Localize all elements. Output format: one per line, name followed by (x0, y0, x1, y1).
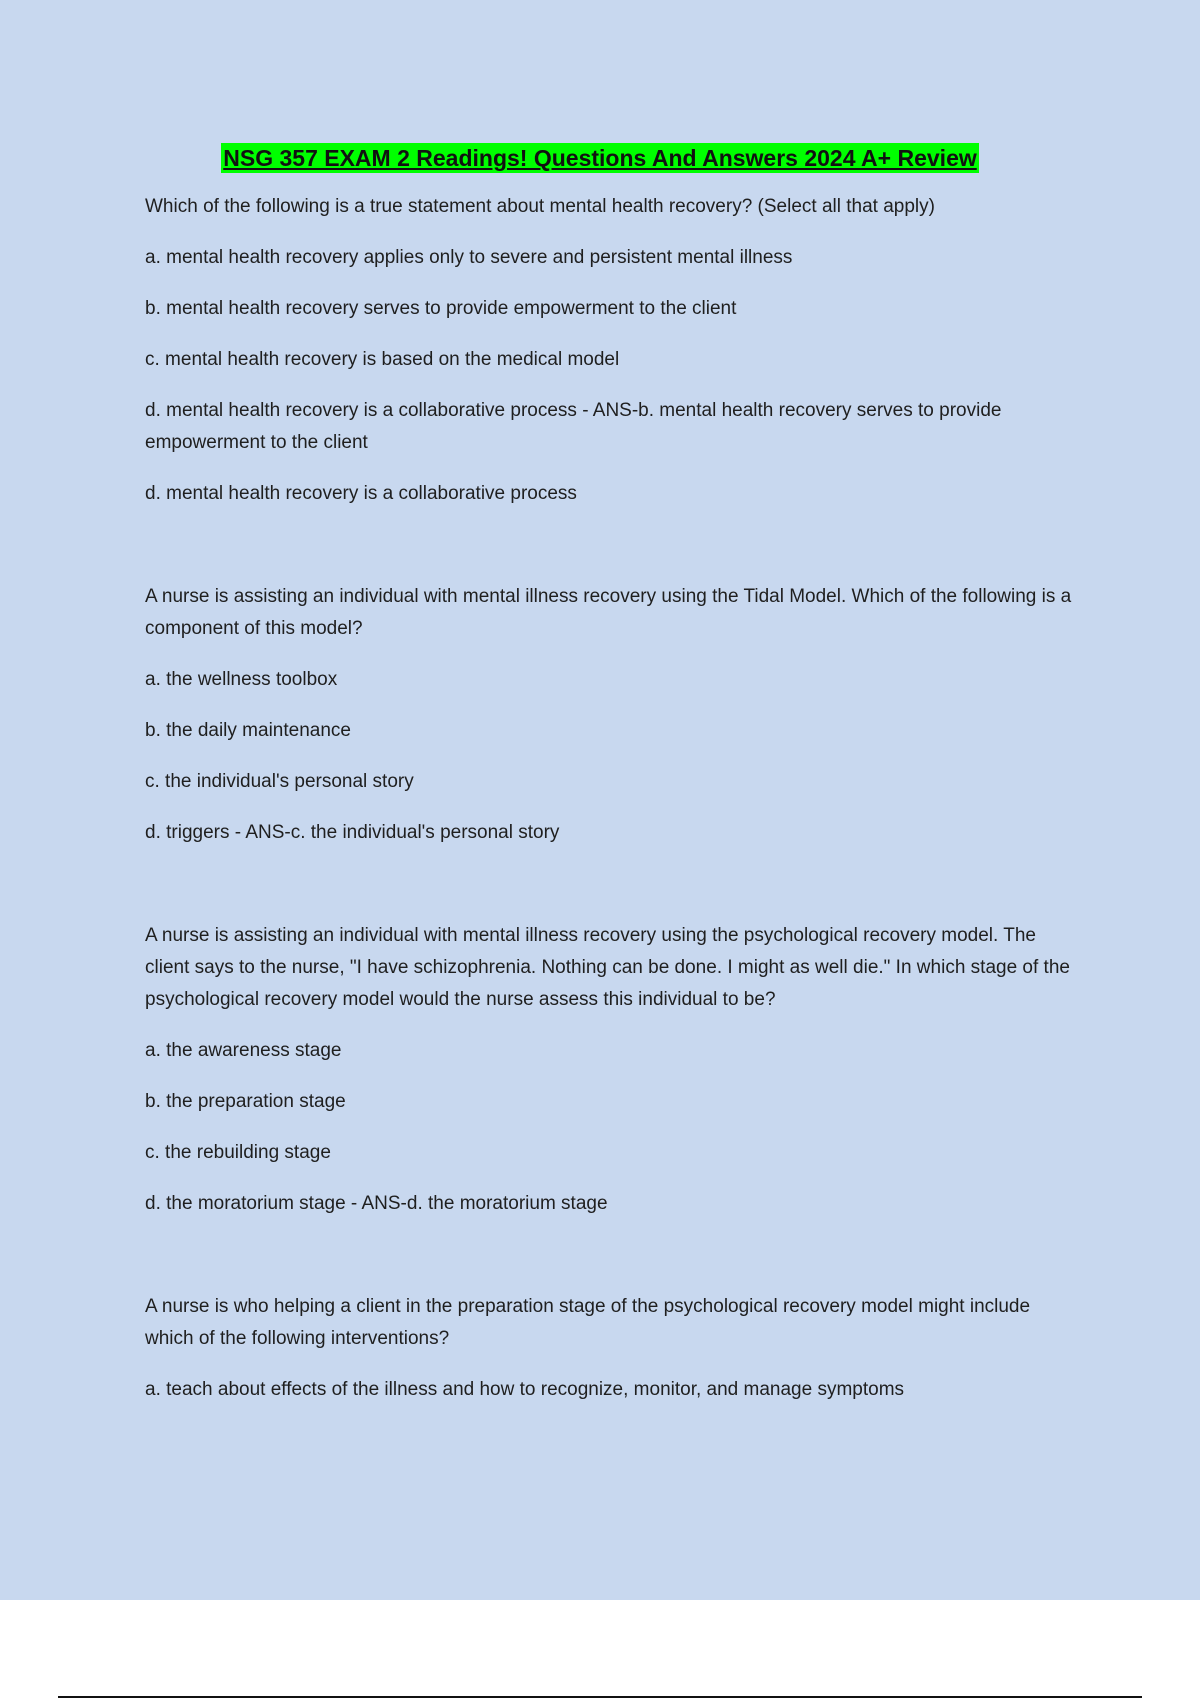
answer-option: c. the rebuilding stage (145, 1142, 331, 1163)
title-row (0, 143, 1200, 177)
answer-option: c. the individual's personal story (145, 771, 414, 792)
answer-option: d. triggers - ANS-c. the individual's personal story (145, 822, 560, 843)
answer-key: d. mental health recovery is a collaborative process (145, 483, 577, 504)
question-block-1 (145, 191, 1075, 510)
answer-option: c. mental health recovery is based on the medical model (145, 349, 620, 370)
answer-option: a. teach about effects of the illness and how to recognize, monitor, and manage symptoms (145, 1379, 905, 1400)
question-text: A nurse is assisting an individual with mental illness recovery using the psychological recovery model. The client says to the nurse, "I have schizophrenia. Nothing can be done. I might as well die." In which stage of the psychological recovery model would the nurse assess this individual to be? (145, 925, 1070, 1010)
answer-option: d. the moratorium stage - ANS-d. the moratorium stage (145, 1193, 608, 1214)
question-text: A nurse is who helping a client in the preparation stage of the psychological recovery model might include which of the following interventions? (145, 1296, 1031, 1349)
question-text: A nurse is assisting an individual with mental illness recovery using the Tidal Model. Which of the following is a component of this model? (145, 586, 1072, 639)
question-text: Which of the following is a true statement about mental health recovery? (Select all that apply) (145, 196, 935, 217)
answer-option: a. the wellness toolbox (145, 669, 338, 690)
answer-option: a. the awareness stage (145, 1040, 342, 1061)
question-block-4 (145, 1291, 1075, 1406)
document-title: NSG 357 EXAM 2 Readings! Questions And Answers 2024 A+ Review (223, 145, 977, 171)
answer-option: d. mental health recovery is a collaborative process - ANS-b. mental health recovery serves to provide empowerment to the client (145, 400, 1002, 453)
answer-option: b. the daily maintenance (145, 720, 351, 741)
document-body (145, 143, 1075, 1425)
footer-divider (58, 1696, 1142, 1698)
answer-option: b. mental health recovery serves to provide empowerment to the client (145, 298, 737, 319)
question-block-2 (145, 581, 1075, 849)
question-spacer (145, 529, 1075, 581)
question-spacer (145, 1239, 1075, 1291)
answer-option: a. mental health recovery applies only to severe and persistent mental illness (145, 247, 793, 268)
answer-option: b. the preparation stage (145, 1091, 346, 1112)
question-block-3 (145, 920, 1075, 1220)
question-spacer (145, 868, 1075, 920)
